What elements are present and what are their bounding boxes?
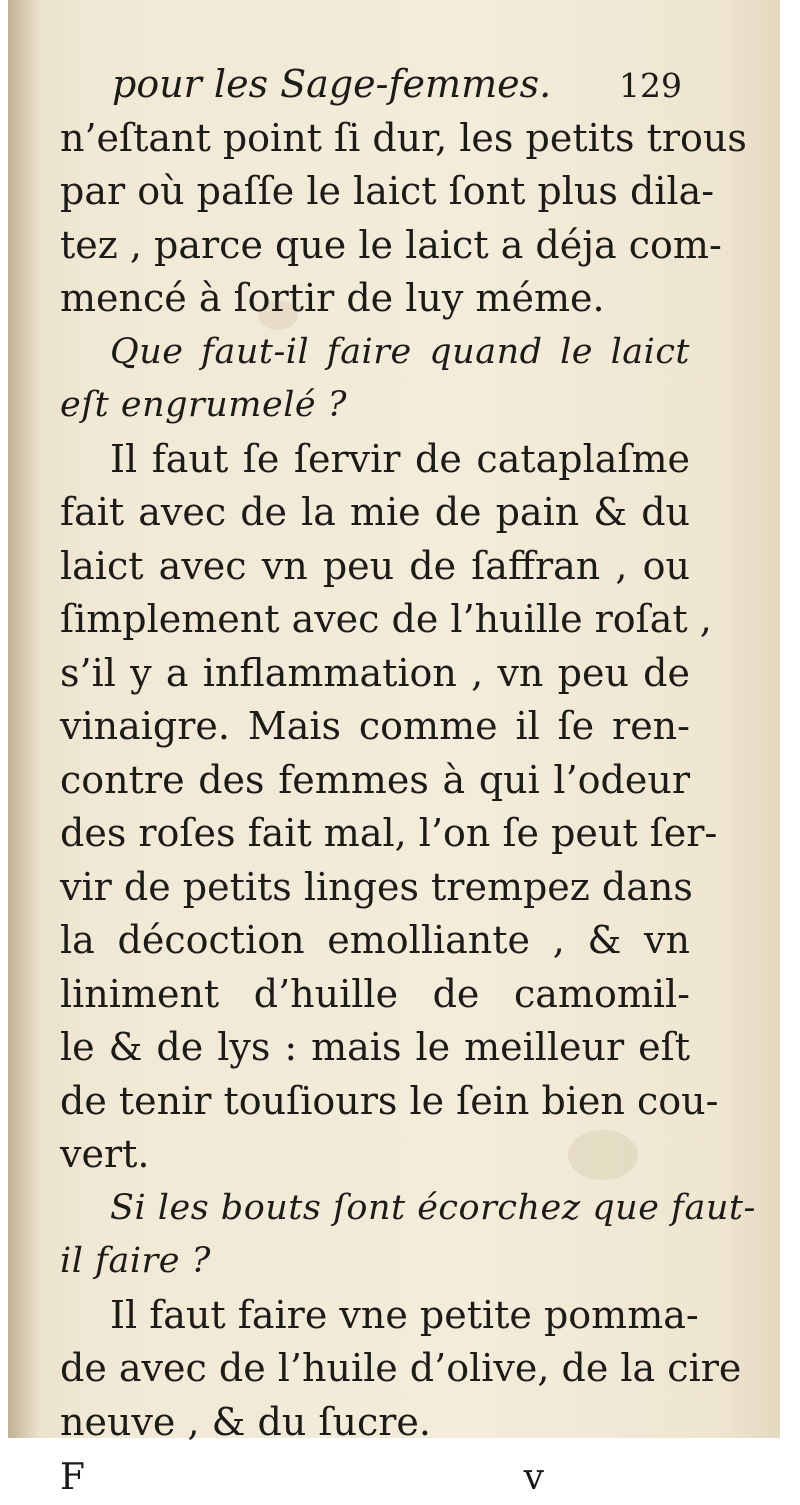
answer-1 xyxy=(60,433,719,1182)
text-line: laict avec vn peu de ſaffran , ou xyxy=(60,543,690,588)
text-line: liniment d’huille de camomil- xyxy=(60,971,690,1016)
text-line: des roſes fait mal, l’on ſe peut ſer- xyxy=(60,811,718,855)
text-line: le & de lys : mais le meilleur eſt xyxy=(60,1025,690,1069)
question-line: Si les bouts ſont écorchez que faut- xyxy=(110,1187,756,1228)
text-line: par où paſſe le laict ſont plus dila- xyxy=(60,169,715,213)
text-line: Il faut faire vne petite pomma- xyxy=(110,1292,699,1337)
paragraph-1 xyxy=(60,112,747,326)
running-header xyxy=(60,58,690,112)
text-line: tez , parce que le laict a déja com- xyxy=(60,222,722,267)
text-line: s’il y a inflammation , vn peu de xyxy=(60,650,690,695)
text-line: vinaigre. Mais comme il ſe ren- xyxy=(60,704,690,748)
text-line: neuve , & du ſucre. xyxy=(60,1399,431,1444)
question-line: Que faut-il faire quand le laict xyxy=(110,331,690,372)
text-line: la décoction emolliante , & vn xyxy=(60,918,690,962)
question-2 xyxy=(60,1182,756,1289)
text-line: contre des femmes à qui l’odeur xyxy=(60,757,690,802)
text-line: fait avec de la mie de pain & du xyxy=(60,490,690,534)
text-line: de tenir touſiours le ſein bien cou- xyxy=(60,1078,719,1123)
book-page xyxy=(8,0,780,1498)
question-1 xyxy=(60,326,690,433)
running-title: pour les Sage-femmes. xyxy=(112,62,552,106)
text-line: Il faut ſe ſervir de cataplaſme xyxy=(110,436,690,481)
signature-mark: F v xyxy=(60,1457,550,1498)
text-line: vir de petits linges trempez dans xyxy=(60,864,693,909)
question-line: il faire ? xyxy=(60,1241,211,1281)
text-line: mencé à ſortir de luy méme. xyxy=(60,276,605,320)
gutter-shadow xyxy=(8,0,38,1438)
text-line: n’eſtant point ſi dur, les petits trous xyxy=(60,115,747,160)
answer-2 xyxy=(60,1289,742,1450)
text-line: vert. xyxy=(60,1132,150,1176)
page-number: 129 xyxy=(619,66,682,105)
text-line: ſimplement avec de l’huille roſat , xyxy=(60,597,712,641)
text-line: de avec de l’huile d’olive, de la cire xyxy=(60,1346,742,1390)
question-line: eſt engrumelé ? xyxy=(60,385,347,425)
page-text xyxy=(60,58,756,1505)
